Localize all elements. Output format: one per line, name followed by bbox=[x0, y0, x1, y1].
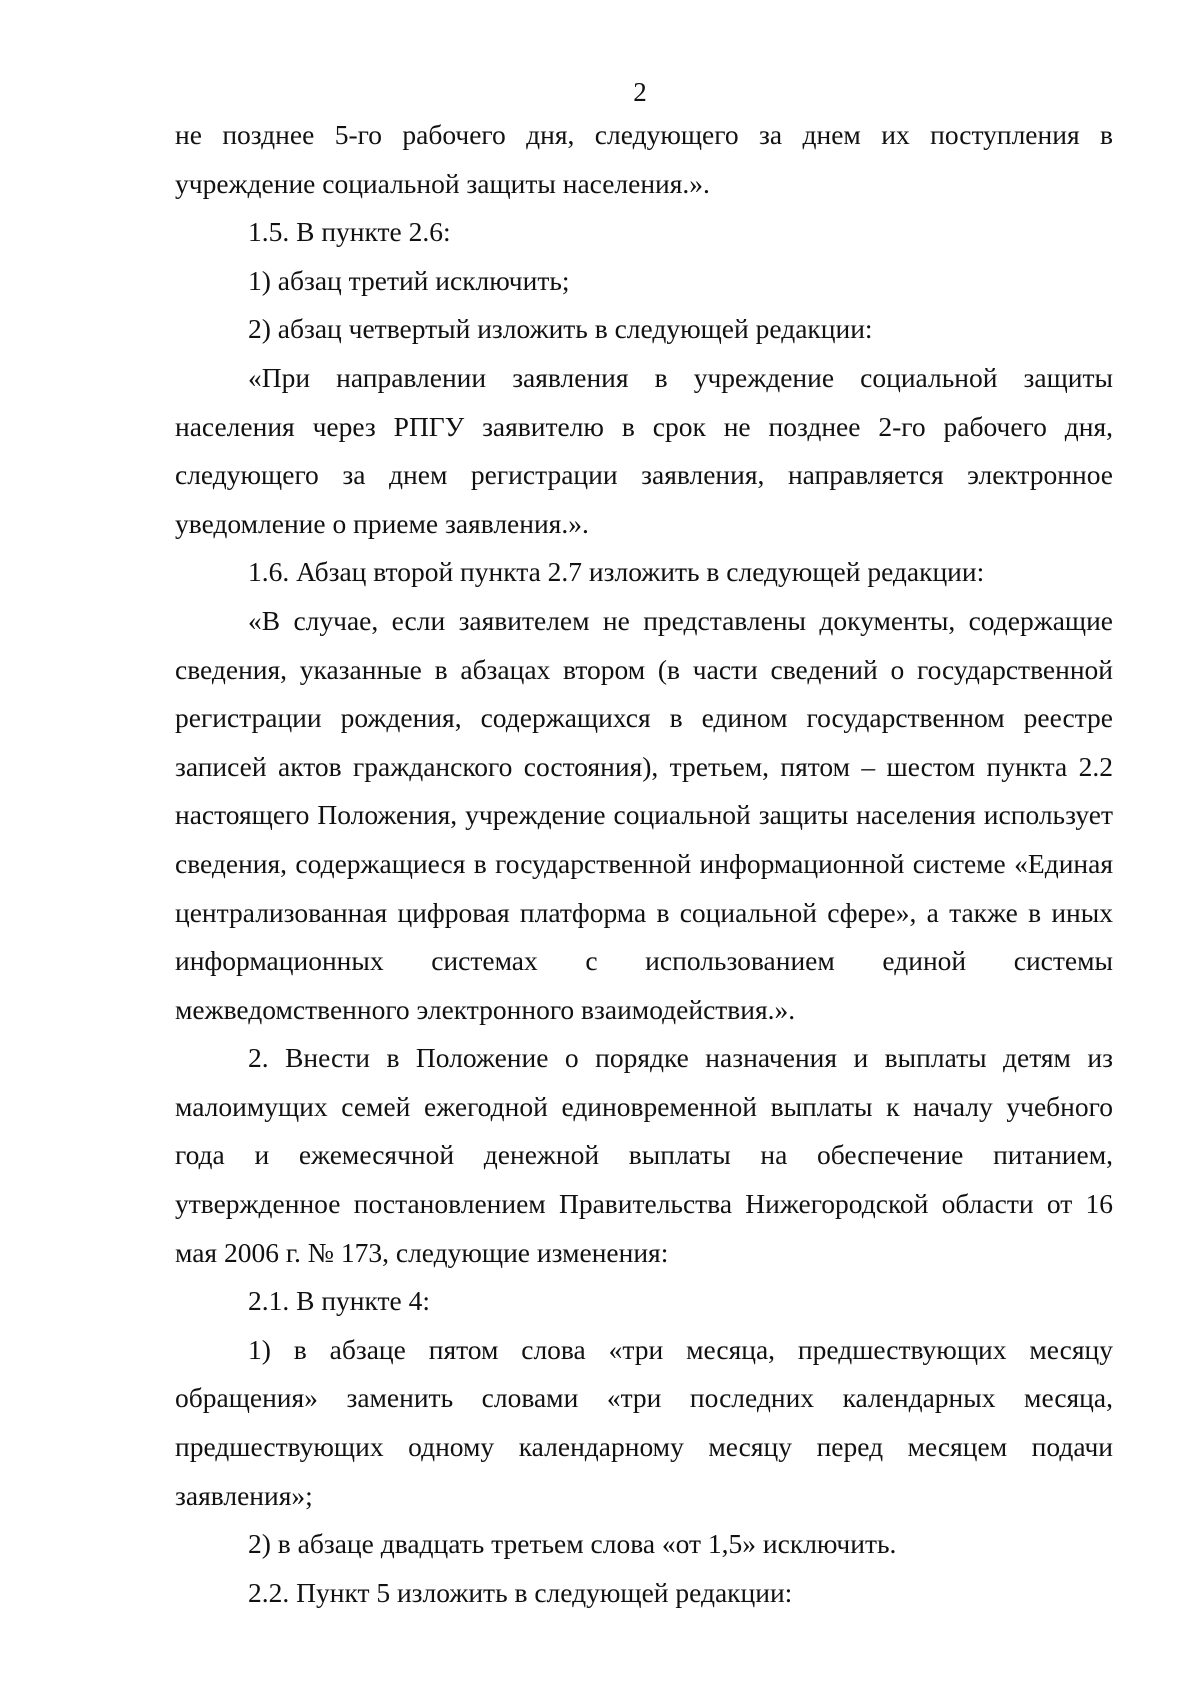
paragraph-quote-rpgu: «При направлении заявления в учреждение социальной защиты населения через РПГУ заявителю в срок не позднее 2-го рабочего дня, следующего за днем регистрации заявления, направляется электронное уведомление о приеме заявления.». bbox=[175, 361, 1113, 539]
paragraph-quote-documents: «В случае, если заявителем не представлены документы, содержащие сведения, указанные в абзацах втором (в части сведений о государственной регистрации рождения, содержащихся в едином государственном реестре записей актов гражданского состояния), третьем, пятом – шестом пункта 2.2 настоящего Положения, учреждение социальной защиты населения использует сведения, содержащиеся в государственной информационной системе «Единая централизованная цифровая платформа в социальной сфере», а также в иных информационных системах с использованием единой системы межведомственного электронного взаимодействия.». bbox=[175, 604, 1113, 1025]
paragraph-item-2-2: 2.2. Пункт 5 изложить в следующей редакции: bbox=[248, 1576, 793, 1608]
page-number: 2 bbox=[633, 77, 647, 107]
paragraph-subitem-2-1-2: 2) в абзаце двадцать третьем слова «от 1,5» исключить. bbox=[248, 1528, 897, 1560]
paragraph-subitem-2: 2) абзац четвертый изложить в следующей редакции: bbox=[248, 313, 873, 345]
paragraph-subitem-2-1-1: 1) в абзаце пятом слова «три месяца, предшествующих месяцу обращения» заменить словами «три последних календарных месяца, предшествующих одному календарному месяцу перед месяцем подачи заявления»; bbox=[175, 1333, 1113, 1511]
paragraph-item-2-1: 2.1. В пункте 4: bbox=[248, 1285, 431, 1317]
paragraph-continuation: не позднее 5-го рабочего дня, следующего за днем их поступления в учреждение социальной защиты населения.». bbox=[175, 119, 1113, 199]
document-body bbox=[175, 111, 1113, 1617]
paragraph-item-1-5: 1.5. В пункте 2.6: bbox=[248, 216, 451, 248]
paragraph-subitem-1: 1) абзац третий исключить; bbox=[248, 264, 570, 296]
paragraph-item-2: 2. Внести в Положение о порядке назначения и выплаты детям из малоимущих семей ежегодной единовременной выплаты к началу учебного года и ежемесячной денежной выплаты на обеспечение питанием, утвержденное постановлением Правительства Нижегородской области от 16 мая 2006 г. № 173, следующие изменения: bbox=[175, 1042, 1113, 1268]
paragraph-item-1-6: 1.6. Абзац второй пункта 2.7 изложить в следующей редакции: bbox=[248, 556, 985, 588]
